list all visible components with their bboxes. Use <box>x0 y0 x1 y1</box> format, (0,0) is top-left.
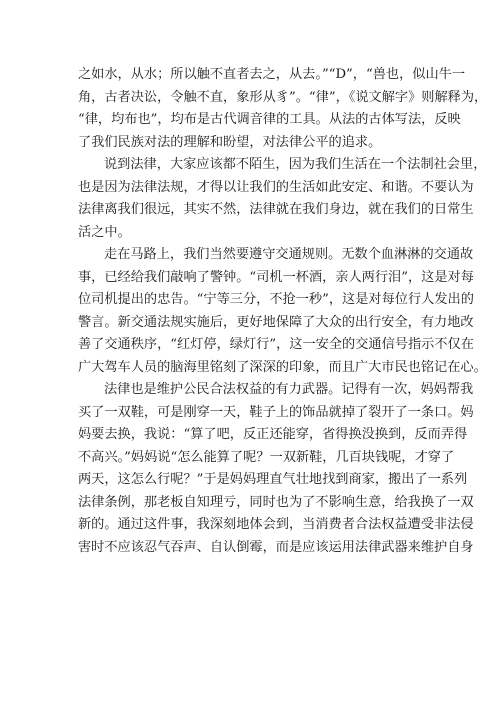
text-line: 了我们民族对法的理解和盼望，对法律公平的追求。 <box>78 134 382 150</box>
paragraph-4 <box>78 379 474 559</box>
text-line: 警言。新交通法规实施后，更好地保障了大众的出行安全，有力地改 <box>78 314 474 330</box>
essay-text <box>78 64 488 559</box>
text-line: 位司机提出的忠告。“宁等三分，不抢一秒”，这是对每位行人发出的 <box>78 292 474 307</box>
text-line: 法律也是维护公民合法权益的有力武器。记得有一次，妈妈帮我 <box>104 382 474 397</box>
text-line: 买了一双鞋，可是刚穿一天，鞋子上的饰品就掉了裂开了一条口。妈 <box>78 404 474 420</box>
text-line: 活之中。 <box>78 224 131 240</box>
text-line: 善了交通秩序，“红灯停，绿灯行”，这一安全的交通信号指示不仅在 <box>78 337 474 352</box>
text-line: “律，均布也”，均布是古代调音律的工具。从法的古体写法，反映 <box>78 112 461 127</box>
text-line: 法律离我们很远，其实不然，法律就在我们身边，就在我们的日常生 <box>78 202 474 217</box>
text-line: 新的。通过这件事，我深刻地体会到，当消费者合法权益遭受非法侵 <box>78 517 474 532</box>
text-line: 广大驾车人员的脑海里铭刻了深深的印象，而且广大市民也铭记在心。 <box>78 359 487 375</box>
text-line: 也是因为法律法规，才得以让我们的生活如此安定、和谐。不要认为 <box>78 179 474 195</box>
paragraph-1 <box>78 64 488 154</box>
text-line: 妈要去换，我说：“算了吧，反正还能穿，省得换没换到，反而弄得 <box>78 427 468 442</box>
text-line: 说到法律，大家应该都不陌生，因为我们生活在一个法制社会里， <box>104 157 487 172</box>
text-line: 角，古者决讼，令触不直，象形从豸”。“律”，《说文解字》则解释为， <box>78 89 488 105</box>
text-line: 法律条例，那老板自知理亏，同时也为了不影响生意，给我换了一双 <box>78 494 474 510</box>
text-line: 害时不应该忍气吞声、自认倒霉，而是应该运用法律武器来维护自身 <box>78 539 474 555</box>
paragraph-3 <box>78 244 487 379</box>
text-line: 之如水，从水；所以触不直者去之，从去。”“D”，“兽也，似山牛一 <box>78 67 466 82</box>
text-line: 走在马路上，我们当然要遵守交通规则。无数个血淋淋的交通故 <box>104 247 474 262</box>
paragraph-2 <box>78 154 487 244</box>
text-line: 事，已经给我们敲响了警钟。“司机一杯酒，亲人两行泪”，这是对每 <box>78 269 474 285</box>
text-line: 不高兴。”妈妈说“怎么能算了呢？一双新鞋，几百块钱呢，才穿了 <box>78 449 455 465</box>
text-line: 两天，这怎么行呢？”于是妈妈理直气壮地找到商家，搬出了一系列 <box>78 472 468 487</box>
